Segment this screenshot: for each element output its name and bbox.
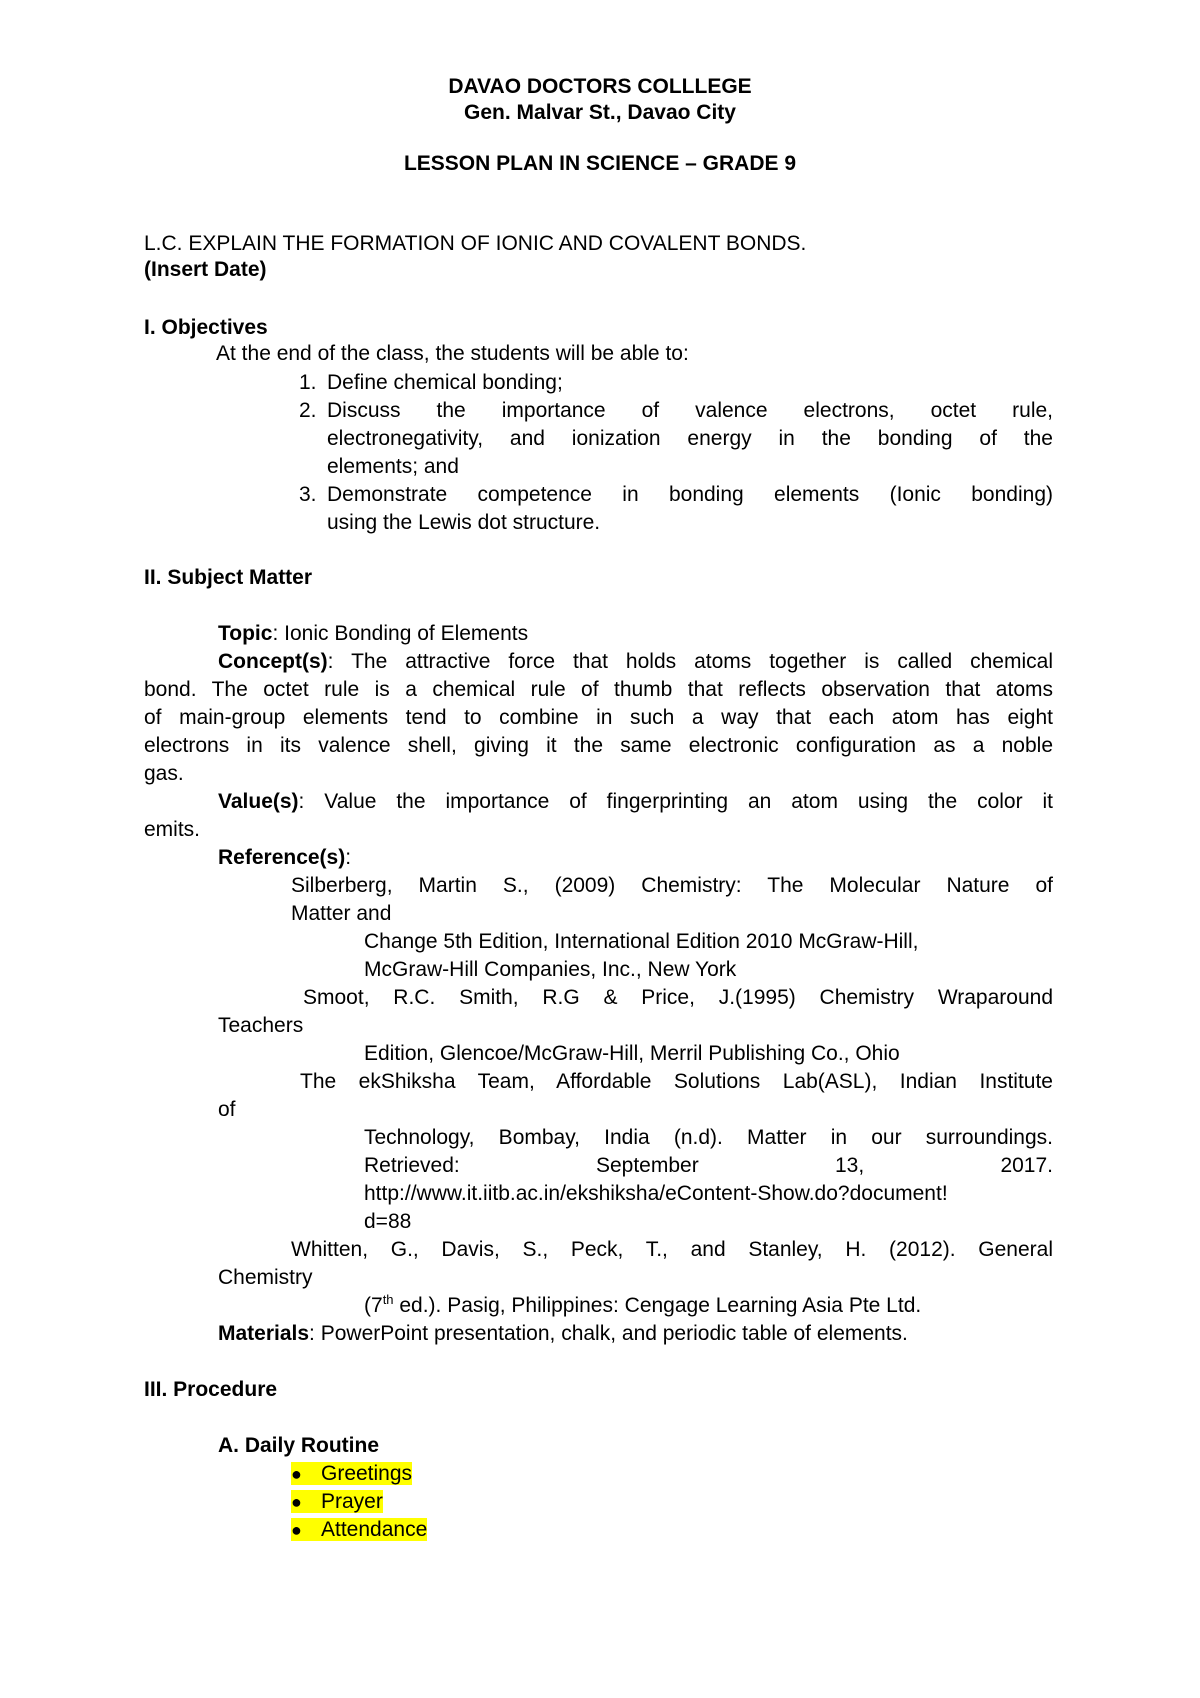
- concept-text-1: : The attractive force that holds atoms together is called chemical: [327, 650, 1053, 673]
- value-line-2: emits.: [144, 818, 201, 841]
- bullet-icon: ●: [291, 1464, 302, 1484]
- reference-3-line-6: d=88: [364, 1210, 412, 1233]
- objective-3-line-1: Demonstrate competence in bonding elements (Ionic bonding): [327, 483, 1053, 506]
- objectives-heading: I. Objectives: [144, 316, 268, 339]
- concept-line-2: bond. The octet rule is a chemical rule of thumb that reflects observation that atoms: [144, 678, 1053, 701]
- concept-line-1: [218, 651, 1053, 672]
- routine-item-label: Greetings: [321, 1462, 413, 1485]
- lesson-plan-title: LESSON PLAN IN SCIENCE – GRADE 9: [403, 152, 797, 175]
- reference-4-line-1: Whitten, G., Davis, S., Peck, T., and Stanley, H. (2012). General: [291, 1238, 1053, 1261]
- objective-1: Define chemical bonding;: [327, 371, 563, 394]
- objective-2-line-2: electronegativity, and ionization energy in the bonding of the: [327, 427, 1053, 450]
- insert-date: (Insert Date): [144, 258, 267, 281]
- procedure-heading: III. Procedure: [144, 1378, 278, 1401]
- bullet-icon: ●: [291, 1520, 302, 1540]
- reference-1-line-3: Change 5th Edition, International Edition 2010 McGraw-Hill,: [364, 930, 919, 953]
- objective-1-number: 1.: [299, 371, 317, 394]
- routine-item-greetings: [291, 1463, 412, 1484]
- reference-3-line-5: http://www.it.iitb.ac.in/ekshiksha/eContent-Show.do?document!: [364, 1182, 948, 1205]
- objectives-intro: At the end of the class, the students will be able to:: [216, 342, 689, 365]
- reference-2-line-2: Teachers: [218, 1014, 304, 1037]
- reference-4-edition-rest: ed.). Pasig, Philippines: Cengage Learning Asia Pte Ltd.: [393, 1294, 922, 1317]
- references-label: Reference(s): [218, 846, 346, 869]
- topic-value: : Ionic Bonding of Elements: [272, 622, 529, 645]
- objective-3-line-2: using the Lewis dot structure.: [327, 511, 601, 534]
- routine-item-prayer: [291, 1491, 383, 1512]
- materials-line: [218, 1323, 908, 1344]
- value-line-1: [218, 791, 1053, 812]
- daily-routine-heading: A. Daily Routine: [218, 1434, 380, 1457]
- reference-3-line-2: of: [218, 1098, 236, 1121]
- routine-item-attendance: [291, 1519, 427, 1540]
- objective-2-line-1: Discuss the importance of valence electrons, octet rule,: [327, 399, 1053, 422]
- school-name: DAVAO DOCTORS COLLLEGE: [448, 75, 752, 98]
- value-label: Value(s): [218, 790, 299, 813]
- materials-text: : PowerPoint presentation, chalk, and periodic table of elements.: [309, 1322, 908, 1345]
- reference-4-edition-prefix: (7: [364, 1294, 383, 1317]
- topic-label: Topic: [218, 622, 273, 645]
- reference-3-line-1: The ekShiksha Team, Affordable Solutions Lab(ASL), Indian Institute: [300, 1070, 1053, 1093]
- reference-1-line-2: Matter and: [291, 902, 392, 925]
- concept-line-3: of main-group elements tend to combine in such a way that each atom has eight: [144, 706, 1053, 729]
- references-line: [218, 847, 351, 868]
- reference-2-line-3: Edition, Glencoe/McGraw-Hill, Merril Publishing Co., Ohio: [364, 1042, 900, 1065]
- routine-item-label: Prayer: [321, 1490, 383, 1513]
- reference-3-line-4: Retrieved: September 13, 2017.: [364, 1154, 1053, 1177]
- reference-4-line-3: [364, 1292, 922, 1317]
- topic-line: [218, 623, 528, 644]
- concept-line-5: gas.: [144, 762, 184, 785]
- objective-2-number: 2.: [299, 399, 317, 422]
- materials-label: Materials: [218, 1322, 310, 1345]
- reference-2-line-1: Smoot, R.C. Smith, R.G & Price, J.(1995) Chemistry Wraparound: [303, 986, 1053, 1009]
- objective-3-number: 3.: [299, 483, 317, 506]
- reference-4-superscript: th: [382, 1292, 394, 1307]
- references-colon: :: [345, 846, 352, 869]
- bullet-icon: ●: [291, 1492, 302, 1512]
- reference-1-line-1: Silberberg, Martin S., (2009) Chemistry: The Molecular Nature of: [291, 874, 1053, 897]
- subject-matter-heading: II. Subject Matter: [144, 566, 313, 589]
- learning-competency: L.C. EXPLAIN THE FORMATION OF IONIC AND COVALENT BONDS.: [144, 232, 807, 255]
- reference-1-line-4: McGraw-Hill Companies, Inc., New York: [364, 958, 737, 981]
- reference-3-line-3: Technology, Bombay, India (n.d). Matter in our surroundings.: [364, 1126, 1053, 1149]
- concept-line-4: electrons in its valence shell, giving it the same electronic configuration as a noble: [144, 734, 1053, 757]
- objective-2-line-3: elements; and: [327, 455, 459, 478]
- reference-4-line-2: Chemistry: [218, 1266, 313, 1289]
- school-address: Gen. Malvar St., Davao City: [464, 101, 736, 124]
- value-text-1: : Value the importance of fingerprinting an atom using the color it: [298, 790, 1053, 813]
- concept-label: Concept(s): [218, 650, 328, 673]
- routine-item-label: Attendance: [321, 1518, 428, 1541]
